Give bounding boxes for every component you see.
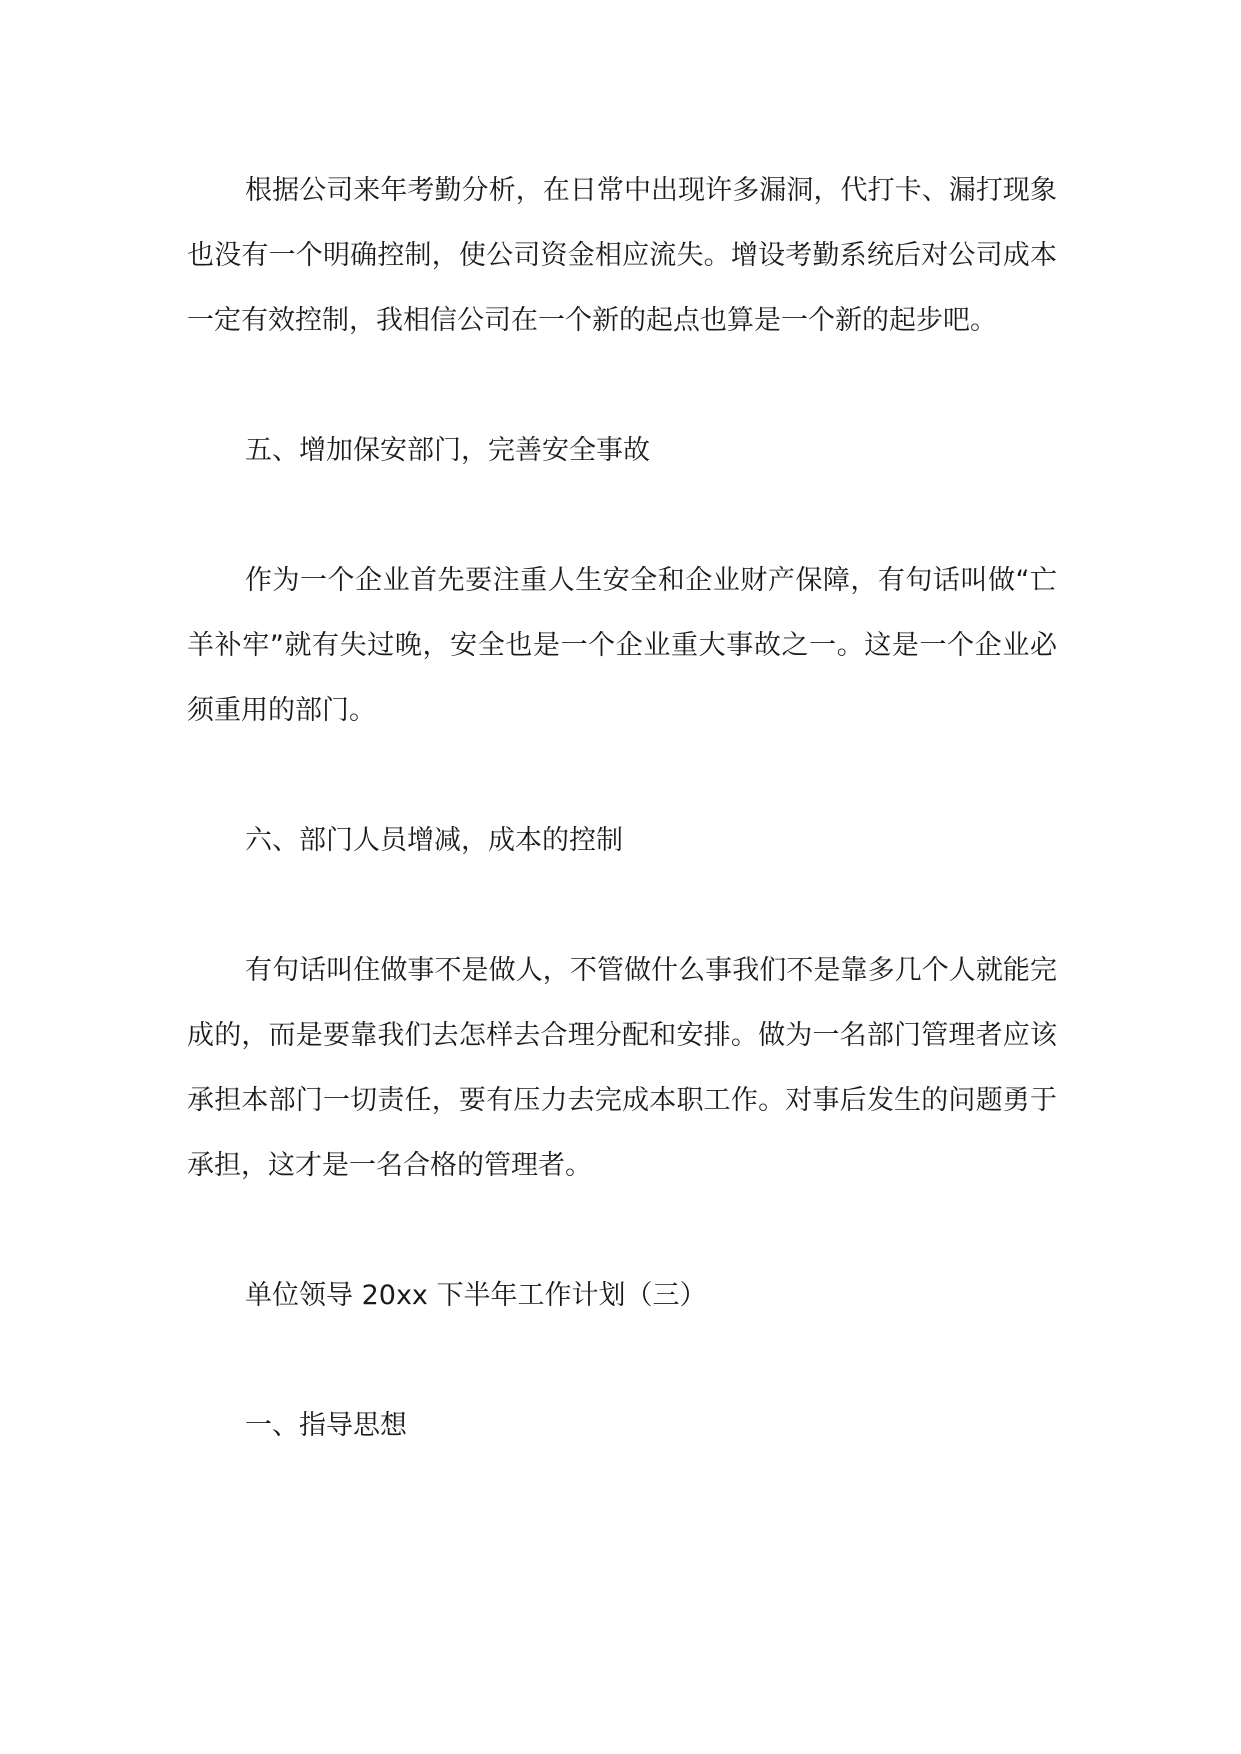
document-body	[187, 158, 1057, 1458]
heading-guiding-ideology: 一、指导思想	[245, 1410, 407, 1441]
paragraph-management: 有句话叫住做事不是做人，不管做什么事我们不是靠多几个人就能完成的，而是要靠我们去怎样去合理分配和安排。做为一名部门管理者应该承担本部门一切责任，要有压力去完成本职工作。对事后发生的问题勇于承担，这才是一名合格的管理者。	[187, 955, 1057, 1181]
paragraph-attendance: 根据公司来年考勤分析，在日常中出现许多漏洞，代打卡、漏打现象也没有一个明确控制，使公司资金相应流失。增设考勤系统后对公司成本一定有效控制，我相信公司在一个新的起点也算是一个新的起步吧。	[187, 175, 1057, 336]
heading-work-plan-three: 单位领导 20xx 下半年工作计划（三）	[245, 1280, 707, 1311]
heading-staff-cost-control: 六、部门人员增减，成本的控制	[245, 825, 623, 856]
heading-security-department: 五、增加保安部门，完善安全事故	[245, 435, 650, 466]
paragraph-security: 作为一个企业首先要注重人生安全和企业财产保障，有句话叫做“亡羊补牢”就有失过晚，安全也是一个企业重大事故之一。这是一个企业必须重用的部门。	[187, 565, 1057, 726]
